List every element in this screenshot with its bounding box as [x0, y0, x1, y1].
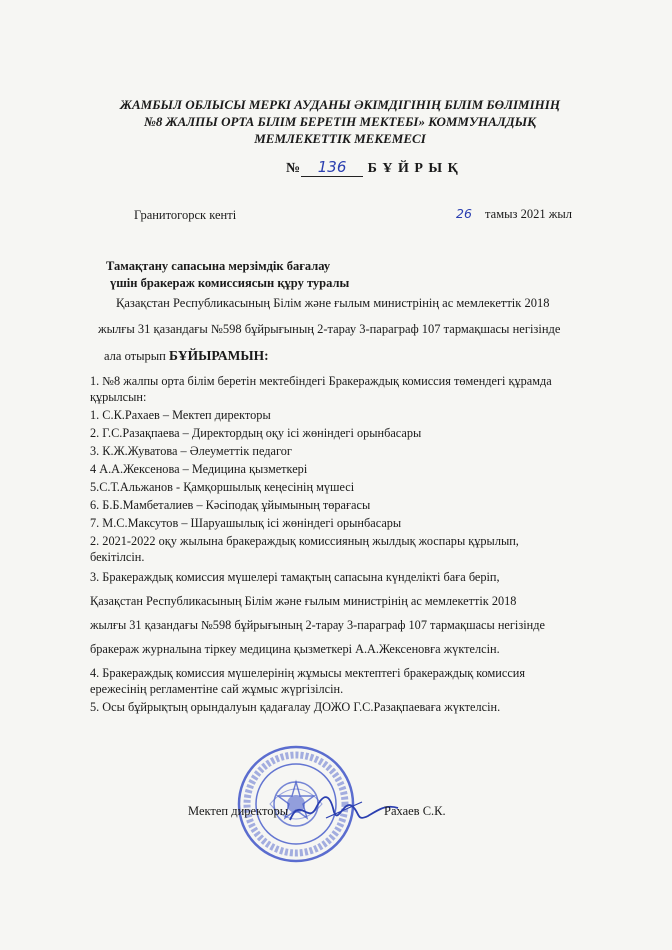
list-item: ережесінің регламентіне сай жұмыс жүргізілсін.	[90, 682, 344, 696]
order-number: 136	[301, 158, 363, 177]
header-line-1: ЖАМБЫЛ ОБЛЫСЫ МЕРКІ АУДАНЫ ӘКІМДІГІНІҢ БІЛІМ БӨЛІМІНІҢ	[120, 97, 560, 112]
list-item: бракераж журналына тіркеу медицина қызметкері А.А.Жексеновға жүктелсін.	[90, 642, 500, 656]
order-command: БҰЙЫРАМЫН:	[168, 348, 269, 363]
place-name: Гранитогорск кенті	[134, 208, 237, 222]
list-item: 4 А.А.Жексенова – Медицина қызметкері	[90, 462, 308, 476]
preamble-line-2: жылғы 31 қазандағы №598 бұйрығының 2-тарау 3-параграф 107 тармақшасы негізінде	[98, 322, 561, 336]
signatory-name: Рахаев С.К.	[384, 804, 446, 818]
list-item: 6. Б.Б.Мамбеталиев – Кәсіподақ ұйымының төрағасы	[90, 498, 371, 512]
list-item: 5.С.Т.Альжанов - Қамқоршылық кеңесінің мүшесі	[90, 480, 355, 494]
preamble-line-3-text: ала отырып	[104, 349, 169, 363]
list-item: бекітілсін.	[90, 550, 145, 564]
header-line-3: МЕМЛЕКЕТТІК МЕКЕМЕСІ	[254, 131, 426, 146]
order-date	[456, 206, 572, 222]
list-item: 5. Осы бұйрықтың орындалуын қадағалау ДОЖО Г.С.Разақпаеваға жүктелсін.	[90, 700, 501, 714]
list-item: 2. Г.С.Разақпаева – Директордың оқу ісі жөніндегі орынбасары	[90, 426, 422, 440]
list-item: Қазақстан Республикасының Білім және ғылым министрінің ас мемлекеттік 2018	[90, 594, 517, 608]
order-title	[286, 158, 459, 177]
list-item: 3. К.Ж.Жуватова – Әлеуметтік педагог	[90, 444, 292, 458]
header-line-2: №8 ЖАЛПЫ ОРТА БІЛІМ БЕРЕТІН МЕКТЕБІ» КОММУНАЛДЫҚ	[144, 114, 536, 129]
order-number-prefix: №	[286, 161, 302, 176]
order-subject	[106, 258, 349, 292]
list-item: 2. 2021-2022 оқу жылына бракераждық комиссияның жылдық жоспары құрылып,	[90, 534, 519, 548]
institution-header	[80, 96, 600, 147]
list-item: 3. Бракераждық комиссия мүшелері тамақтың сапасына күнделікті баға беріп,	[90, 570, 500, 584]
order-heading: Б Ұ Й Р Ы Қ	[367, 161, 459, 176]
list-item: құрылсын:	[90, 390, 147, 404]
preamble-line-1: Қазақстан Республикасының Білім және ғылым министрінің ас мемлекеттік 2018	[116, 296, 550, 310]
preamble-line-3	[104, 348, 269, 364]
list-item: 7. М.С.Максутов – Шаруашылық ісі жөніндегі орынбасары	[90, 516, 402, 530]
list-item: жылғы 31 қазандағы №598 бұйрығының 2-тарау 3-параграф 107 тармақшасы негізінде	[90, 618, 545, 632]
list-item: 1. №8 жалпы орта білім беретін мектебіндегі Бракераждық комиссия төмендегі құрамда	[90, 374, 552, 388]
date-text: тамыз 2021 жыл	[485, 207, 572, 221]
signatory-title: Мектеп директоры	[188, 804, 289, 818]
list-item: 4. Бракераждық комиссия мүшелерінің жұмысы мектептегі бракераждық комиссия	[90, 666, 526, 680]
subject-line-1: Тамақтану сапасына мерзімдік бағалау	[106, 259, 331, 273]
date-day: 26	[456, 206, 472, 221]
list-item: 1. С.К.Рахаев – Мектеп директоры	[90, 408, 271, 422]
subject-line-2: үшін бракераж комиссиясын құру туралы	[110, 276, 350, 290]
